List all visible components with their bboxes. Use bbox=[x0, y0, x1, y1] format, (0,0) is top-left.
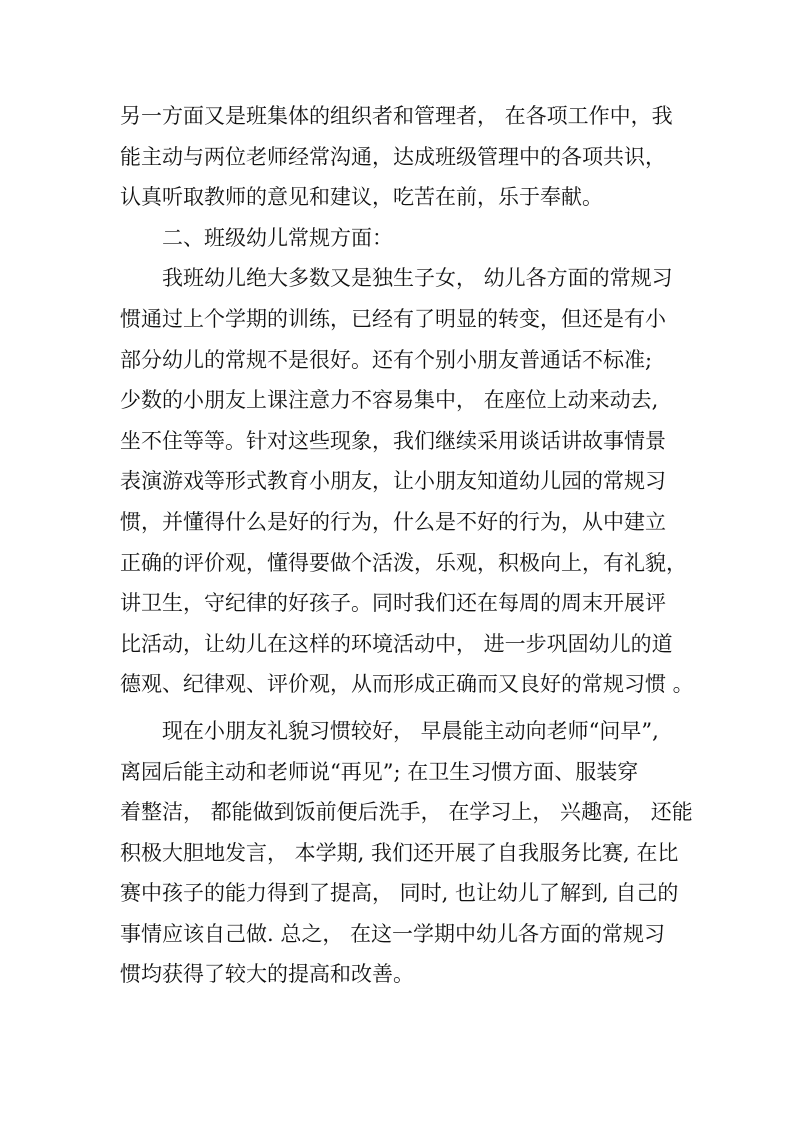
text-line: 另一方面又是班集体的组织者和管理者， 在各项工作中，我 bbox=[120, 104, 673, 128]
text-line: 积极大胆地发言， 本学期, 我们还开展了自我服务比赛, 在比 bbox=[120, 840, 679, 865]
section-heading bbox=[120, 218, 680, 259]
text-line: 部分幼儿的常规不是很好。还有个别小朋友普通话不标准; bbox=[120, 347, 653, 372]
text-line: 德观、纪律观、评价观，从而形成正确而又良好的常规习惯 。 bbox=[120, 672, 694, 697]
text-line: 事情应该自己做. 总之， 在这一学期中幼儿各方面的常规习 bbox=[120, 921, 666, 946]
paragraph-intro bbox=[120, 96, 680, 218]
text-line: 着整洁， 都能做到饭前便后洗手， 在学习上， 兴趣高， 还能 bbox=[120, 800, 693, 825]
text-line: 认真听取教师的意见和建议，吃苦在前，乐于奉献。 bbox=[120, 185, 603, 210]
document-body bbox=[120, 96, 694, 995]
text-line: 正确的评价观，懂得要做个活泼，乐观，积极向上，有礼貌， bbox=[120, 550, 687, 575]
paragraph-routine bbox=[120, 258, 694, 705]
section-heading-text: 二、班级幼儿常规方面： bbox=[162, 225, 393, 250]
text-line: 表演游戏等形式教育小朋友，让小朋友知道幼儿园的常规习 bbox=[120, 469, 666, 494]
text-line: 现在小朋友礼貌习惯较好， 早晨能主动向老师“问早”, bbox=[162, 718, 659, 743]
text-line: 我班幼儿绝大多数又是独生子女， 幼儿各方面的常规习 bbox=[162, 266, 673, 291]
text-line: 惯，并懂得什么是好的行为，什么是不好的行为，从中建立 bbox=[120, 509, 666, 534]
text-line: 坐不住等等。针对这些现象，我们继续采用谈话讲故事情景 bbox=[120, 428, 666, 453]
paragraph-habits bbox=[120, 711, 693, 995]
text-line: 比活动，让幼儿在这样的环境活动中， 进一步巩固幼儿的道 bbox=[120, 631, 673, 656]
text-line: 惯均获得了较大的提高和改善。 bbox=[120, 962, 414, 987]
text-line: 讲卫生，守纪律的好孩子。同时我们还在每周的周末开展评 bbox=[120, 591, 666, 616]
text-line: 少数的小朋友上课注意力不容易集中， 在座位上动来动去, bbox=[120, 388, 659, 413]
text-line: 赛中孩子的能力得到了提高， 同时, 也让幼儿了解到, 自己的 bbox=[120, 881, 679, 906]
text-line: 能主动与两位老师经常沟通，达成班级管理中的各项共识， bbox=[120, 144, 666, 169]
text-line: 惯通过上个学期的训练，已经有了明显的转变，但还是有小 bbox=[120, 306, 666, 331]
text-line: 离园后能主动和老师说“再见”; 在卫生习惯方面、服装穿 bbox=[120, 759, 639, 784]
